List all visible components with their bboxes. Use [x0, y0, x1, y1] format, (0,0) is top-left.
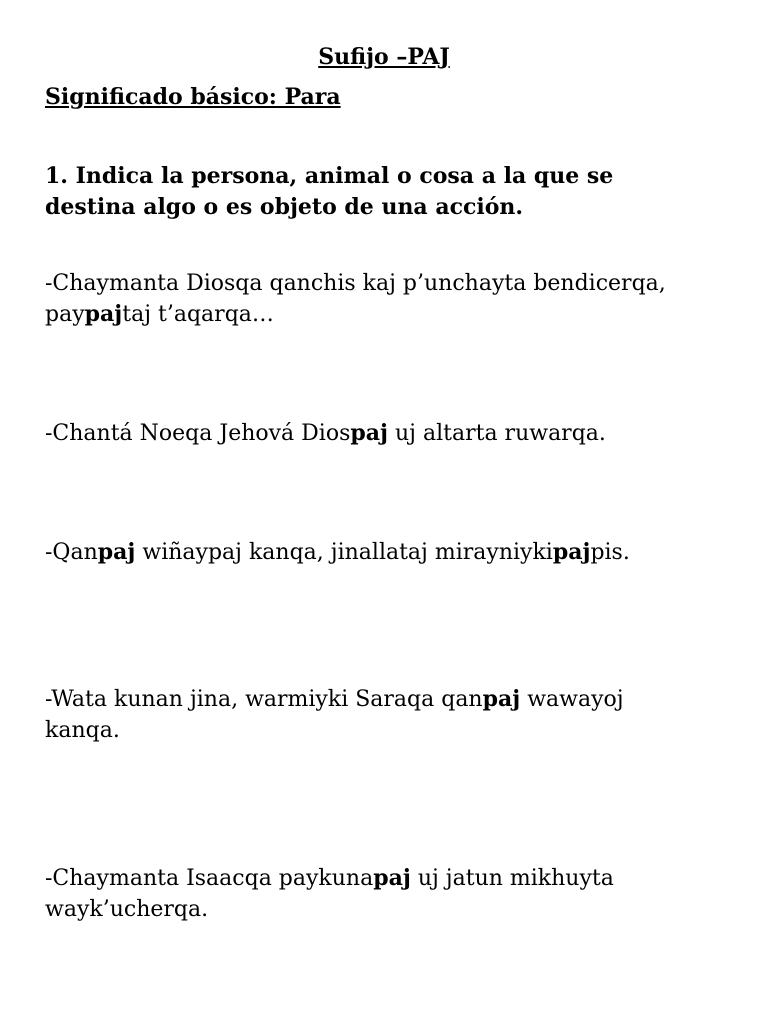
suffix-highlight: paj — [84, 301, 123, 327]
suffix-highlight: paj — [482, 686, 521, 712]
example-sentence-5 — [45, 863, 695, 925]
suffix-highlight: paj — [97, 539, 136, 565]
example-sentence-1 — [45, 268, 695, 330]
example-text: -Qan — [45, 540, 98, 565]
example-text: -Chaymanta Isaacqa paykuna — [45, 866, 374, 891]
example-sentence-2 — [45, 418, 695, 449]
example-text: wiñaypaj kanqa, jinallataj mirayniyki — [135, 540, 553, 565]
example-text: taj t’aqarqa… — [122, 302, 274, 327]
example-text: -Wata kunan jina, warmiyki Saraqa qan — [45, 687, 483, 712]
example-sentence-4 — [45, 684, 695, 746]
example-text: wawayoj kanqa. — [45, 687, 624, 743]
document-subtitle: Significado básico: Para — [45, 84, 341, 110]
document-title: Sufijo –PAJ — [318, 44, 450, 70]
example-text: uj altarta ruwarqa. — [388, 421, 606, 446]
section-heading: 1. Indica la persona, animal o cosa a la que se destina algo o es objeto de una acción. — [45, 163, 614, 220]
example-text: -Chaymanta Diosqa qanchis kaj p’unchayta bendicerqa, pay — [45, 271, 666, 327]
example-sentence-3 — [45, 537, 695, 568]
suffix-highlight: paj — [552, 539, 591, 565]
example-text: -Chantá Noeqa Jehová Dios — [45, 421, 351, 446]
example-text: uj jatun mikhuyta wayk’ucherqa. — [45, 866, 614, 922]
example-text: pis. — [590, 540, 630, 565]
suffix-highlight: paj — [350, 420, 388, 446]
suffix-highlight: paj — [373, 865, 411, 891]
